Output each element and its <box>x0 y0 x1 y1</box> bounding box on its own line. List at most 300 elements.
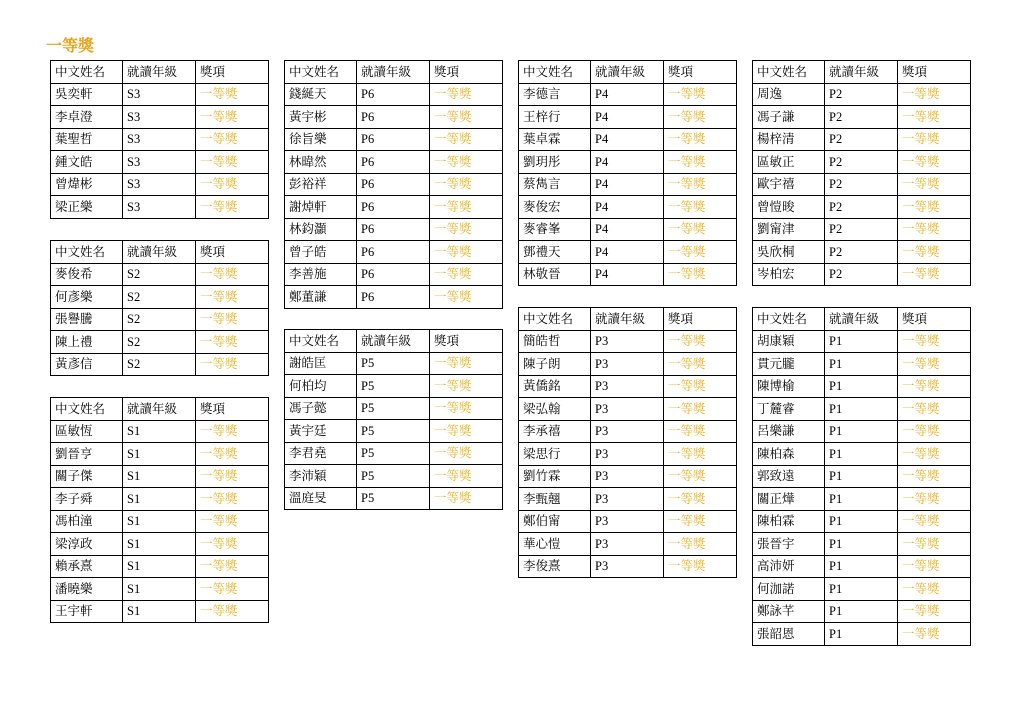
award: 一等獎 <box>664 398 737 421</box>
student-name: 劉玥彤 <box>519 151 591 174</box>
award: 一等獎 <box>664 375 737 398</box>
table-row <box>519 218 737 241</box>
student-name: 徐旨樂 <box>285 128 357 151</box>
award: 一等獎 <box>430 128 503 151</box>
student-name: 李俊熹 <box>519 555 591 578</box>
student-name: 李卓澄 <box>51 106 123 129</box>
grade: P1 <box>825 330 898 353</box>
award: 一等獎 <box>430 375 503 398</box>
grade: P3 <box>591 533 664 556</box>
grade-header: 就讀年級 <box>357 330 430 353</box>
award: 一等獎 <box>664 83 737 106</box>
name-header: 中文姓名 <box>519 308 591 331</box>
grade: P1 <box>825 488 898 511</box>
table-row <box>753 106 971 129</box>
grade: P4 <box>591 241 664 264</box>
student-name: 彭裕祥 <box>285 173 357 196</box>
award: 一等獎 <box>430 151 503 174</box>
student-name: 黃宇彬 <box>285 106 357 129</box>
grade: P4 <box>591 263 664 286</box>
award: 一等獎 <box>430 196 503 219</box>
grade: P2 <box>825 196 898 219</box>
student-name: 曾愷晙 <box>753 196 825 219</box>
student-name: 劉竹霖 <box>519 465 591 488</box>
grade: S1 <box>123 443 196 466</box>
grade: P1 <box>825 623 898 646</box>
award: 一等獎 <box>898 263 971 286</box>
grade-header: 就讀年級 <box>825 308 898 331</box>
student-name: 黃彥信 <box>51 353 123 376</box>
table-row <box>285 465 503 488</box>
student-name: 劉甯津 <box>753 218 825 241</box>
student-name: 王宇軒 <box>51 600 123 623</box>
table-row <box>753 623 971 646</box>
award: 一等獎 <box>196 128 269 151</box>
award-header: 獎項 <box>898 61 971 84</box>
award: 一等獎 <box>196 443 269 466</box>
table-row <box>51 173 269 196</box>
award: 一等獎 <box>898 128 971 151</box>
table-row <box>51 600 269 623</box>
grade: P1 <box>825 533 898 556</box>
student-name: 鄭詠芊 <box>753 600 825 623</box>
table-row <box>519 353 737 376</box>
grade: P4 <box>591 128 664 151</box>
award: 一等獎 <box>196 106 269 129</box>
student-name: 高沛妍 <box>753 555 825 578</box>
student-name: 貫元朧 <box>753 353 825 376</box>
student-name: 鍾文皓 <box>51 151 123 174</box>
student-name: 陳子朗 <box>519 353 591 376</box>
award: 一等獎 <box>430 218 503 241</box>
table-row <box>519 398 737 421</box>
student-name: 華心愷 <box>519 533 591 556</box>
grade: P6 <box>357 83 430 106</box>
award-table-p1 <box>752 307 971 646</box>
grade: P1 <box>825 443 898 466</box>
table-header-row <box>753 61 971 84</box>
award: 一等獎 <box>664 420 737 443</box>
table-row <box>51 128 269 151</box>
table-row <box>519 488 737 511</box>
grade: P3 <box>591 420 664 443</box>
award-table-s3 <box>50 60 269 219</box>
grade: P4 <box>591 173 664 196</box>
grade: P2 <box>825 173 898 196</box>
table-header-row <box>285 61 503 84</box>
table-row <box>51 106 269 129</box>
table-row <box>753 330 971 353</box>
table-row <box>753 241 971 264</box>
grade-header: 就讀年級 <box>357 61 430 84</box>
student-name: 李德言 <box>519 83 591 106</box>
award-table-p5 <box>284 329 503 510</box>
award: 一等獎 <box>898 151 971 174</box>
student-name: 馮子懿 <box>285 397 357 420</box>
grade: S1 <box>123 533 196 556</box>
student-name: 李承禧 <box>519 420 591 443</box>
student-name: 關子傑 <box>51 465 123 488</box>
award: 一等獎 <box>664 196 737 219</box>
grade: P5 <box>357 420 430 443</box>
table-header-row <box>51 241 269 264</box>
grade: P6 <box>357 106 430 129</box>
student-name: 麥睿峯 <box>519 218 591 241</box>
grade: P2 <box>825 263 898 286</box>
table-row <box>753 600 971 623</box>
student-name: 葉卓霖 <box>519 128 591 151</box>
award: 一等獎 <box>430 487 503 510</box>
student-name: 李甄翹 <box>519 488 591 511</box>
grade: S3 <box>123 106 196 129</box>
table-row <box>285 487 503 510</box>
grade: P2 <box>825 241 898 264</box>
award: 一等獎 <box>664 218 737 241</box>
award: 一等獎 <box>664 151 737 174</box>
student-name: 區敏正 <box>753 151 825 174</box>
student-name: 梁淳政 <box>51 533 123 556</box>
award: 一等獎 <box>664 555 737 578</box>
grade: P2 <box>825 106 898 129</box>
table-row <box>753 196 971 219</box>
table-row <box>519 533 737 556</box>
student-name: 鄭董謙 <box>285 286 357 309</box>
table-row <box>753 488 971 511</box>
award: 一等獎 <box>664 488 737 511</box>
grade: S1 <box>123 420 196 443</box>
table-row <box>51 420 269 443</box>
table-row <box>519 151 737 174</box>
student-name: 何泇諾 <box>753 578 825 601</box>
student-name: 錢綖天 <box>285 83 357 106</box>
award: 一等獎 <box>664 263 737 286</box>
grade-header: 就讀年級 <box>123 241 196 264</box>
grade: P6 <box>357 196 430 219</box>
student-name: 區敏恆 <box>51 420 123 443</box>
grade: P3 <box>591 375 664 398</box>
grade: S1 <box>123 600 196 623</box>
award-header: 獎項 <box>664 61 737 84</box>
award: 一等獎 <box>196 173 269 196</box>
grade: S3 <box>123 196 196 219</box>
student-name: 賴承熹 <box>51 555 123 578</box>
award: 一等獎 <box>430 106 503 129</box>
table-row <box>51 83 269 106</box>
award: 一等獎 <box>898 600 971 623</box>
student-name: 鄭伯甯 <box>519 510 591 533</box>
award: 一等獎 <box>664 510 737 533</box>
award-header: 獎項 <box>898 308 971 331</box>
student-name: 李君堯 <box>285 442 357 465</box>
grade: P6 <box>357 241 430 264</box>
student-name: 楊梓清 <box>753 128 825 151</box>
table-row <box>753 218 971 241</box>
grade: P2 <box>825 83 898 106</box>
grade: P5 <box>357 352 430 375</box>
table-row <box>753 420 971 443</box>
award: 一等獎 <box>898 330 971 353</box>
award-header: 獎項 <box>196 241 269 264</box>
table-row <box>753 443 971 466</box>
table-row <box>753 375 971 398</box>
table-header-row <box>753 308 971 331</box>
award: 一等獎 <box>430 442 503 465</box>
student-name: 馮子謙 <box>753 106 825 129</box>
grade: S3 <box>123 83 196 106</box>
table-row <box>285 218 503 241</box>
table-row <box>51 263 269 286</box>
award-table-p3 <box>518 307 737 578</box>
award: 一等獎 <box>430 241 503 264</box>
table-row <box>285 420 503 443</box>
table-row <box>519 173 737 196</box>
award: 一等獎 <box>664 173 737 196</box>
grade: P3 <box>591 398 664 421</box>
award: 一等獎 <box>196 465 269 488</box>
student-name: 張譽騰 <box>51 308 123 331</box>
table-row <box>285 286 503 309</box>
student-name: 黃宇廷 <box>285 420 357 443</box>
award: 一等獎 <box>196 263 269 286</box>
table-header-row <box>519 61 737 84</box>
student-name: 黃僑銘 <box>519 375 591 398</box>
award-header: 獎項 <box>430 330 503 353</box>
grade: S2 <box>123 331 196 354</box>
award: 一等獎 <box>196 420 269 443</box>
award: 一等獎 <box>664 241 737 264</box>
award: 一等獎 <box>430 352 503 375</box>
table-row <box>519 555 737 578</box>
student-name: 蔡雋言 <box>519 173 591 196</box>
table-row <box>51 510 269 533</box>
table-row <box>285 241 503 264</box>
table-row <box>285 151 503 174</box>
grade: P3 <box>591 443 664 466</box>
table-row <box>285 83 503 106</box>
award: 一等獎 <box>898 510 971 533</box>
award: 一等獎 <box>664 106 737 129</box>
student-name: 劉晉亨 <box>51 443 123 466</box>
grade: P6 <box>357 286 430 309</box>
award: 一等獎 <box>196 353 269 376</box>
grade: S1 <box>123 510 196 533</box>
award: 一等獎 <box>898 353 971 376</box>
name-header: 中文姓名 <box>753 308 825 331</box>
award: 一等獎 <box>196 286 269 309</box>
award: 一等獎 <box>196 555 269 578</box>
table-row <box>519 263 737 286</box>
award: 一等獎 <box>430 420 503 443</box>
table-row <box>285 352 503 375</box>
table-row <box>753 263 971 286</box>
student-name: 張韶恩 <box>753 623 825 646</box>
table-row <box>753 83 971 106</box>
student-name: 曾煒彬 <box>51 173 123 196</box>
table-row <box>519 330 737 353</box>
table-row <box>519 128 737 151</box>
table-row <box>51 286 269 309</box>
student-name: 陳柏霖 <box>753 510 825 533</box>
grade: P3 <box>591 555 664 578</box>
table-row <box>519 196 737 219</box>
award: 一等獎 <box>430 286 503 309</box>
award: 一等獎 <box>430 263 503 286</box>
grade: P1 <box>825 398 898 421</box>
table-row <box>285 442 503 465</box>
award: 一等獎 <box>196 533 269 556</box>
grade: P6 <box>357 218 430 241</box>
table-row <box>753 578 971 601</box>
award: 一等獎 <box>664 465 737 488</box>
grade: P5 <box>357 465 430 488</box>
award: 一等獎 <box>898 465 971 488</box>
grade: P6 <box>357 173 430 196</box>
name-header: 中文姓名 <box>519 61 591 84</box>
student-name: 李沛穎 <box>285 465 357 488</box>
award: 一等獎 <box>898 106 971 129</box>
table-header-row <box>285 330 503 353</box>
table-row <box>285 106 503 129</box>
award: 一等獎 <box>196 151 269 174</box>
grade: P4 <box>591 151 664 174</box>
table-row <box>519 241 737 264</box>
student-name: 葉聖哲 <box>51 128 123 151</box>
grade: P6 <box>357 151 430 174</box>
award-header: 獎項 <box>430 61 503 84</box>
name-header: 中文姓名 <box>51 241 123 264</box>
table-row <box>519 375 737 398</box>
grade: P4 <box>591 218 664 241</box>
student-name: 吳奕軒 <box>51 83 123 106</box>
grade: S1 <box>123 465 196 488</box>
table-row <box>285 173 503 196</box>
student-name: 麥俊宏 <box>519 196 591 219</box>
award: 一等獎 <box>898 488 971 511</box>
award: 一等獎 <box>430 83 503 106</box>
table-row <box>51 331 269 354</box>
table-row <box>753 510 971 533</box>
grade: S1 <box>123 555 196 578</box>
award: 一等獎 <box>898 578 971 601</box>
table-row <box>51 533 269 556</box>
grade: P3 <box>591 488 664 511</box>
student-name: 潘曉樂 <box>51 578 123 601</box>
name-header: 中文姓名 <box>285 61 357 84</box>
award: 一等獎 <box>898 623 971 646</box>
student-name: 王梓行 <box>519 106 591 129</box>
student-name: 陳柏森 <box>753 443 825 466</box>
award: 一等獎 <box>430 465 503 488</box>
table-header-row <box>51 61 269 84</box>
grade: P1 <box>825 555 898 578</box>
table-row <box>753 128 971 151</box>
grade: P4 <box>591 196 664 219</box>
table-row <box>519 83 737 106</box>
award: 一等獎 <box>898 218 971 241</box>
table-row <box>753 398 971 421</box>
student-name: 林敬晉 <box>519 263 591 286</box>
student-name: 溫庭旻 <box>285 487 357 510</box>
grade: P1 <box>825 510 898 533</box>
grade: P5 <box>357 375 430 398</box>
table-row <box>519 510 737 533</box>
award: 一等獎 <box>196 83 269 106</box>
table-header-row <box>51 398 269 421</box>
table-row <box>285 375 503 398</box>
student-name: 梁思行 <box>519 443 591 466</box>
grade: P4 <box>591 106 664 129</box>
table-row <box>51 465 269 488</box>
grade: P1 <box>825 353 898 376</box>
award-table-p2 <box>752 60 971 286</box>
grade: P2 <box>825 128 898 151</box>
award-header: 獎項 <box>196 61 269 84</box>
table-row <box>285 196 503 219</box>
table-row <box>51 578 269 601</box>
table-row <box>51 151 269 174</box>
student-name: 簡皓哲 <box>519 330 591 353</box>
award: 一等獎 <box>898 533 971 556</box>
award: 一等獎 <box>664 128 737 151</box>
table-row <box>753 353 971 376</box>
name-header: 中文姓名 <box>51 398 123 421</box>
grade: S2 <box>123 308 196 331</box>
grade: P5 <box>357 397 430 420</box>
table-row <box>753 533 971 556</box>
student-name: 林暐然 <box>285 151 357 174</box>
table-row <box>753 173 971 196</box>
grade: P2 <box>825 218 898 241</box>
grade: P1 <box>825 375 898 398</box>
award: 一等獎 <box>898 241 971 264</box>
award: 一等獎 <box>196 308 269 331</box>
grade-header: 就讀年級 <box>123 398 196 421</box>
award: 一等獎 <box>430 397 503 420</box>
grade: P5 <box>357 442 430 465</box>
table-row <box>51 488 269 511</box>
table-header-row <box>519 308 737 331</box>
student-name: 郭致遠 <box>753 465 825 488</box>
table-row <box>753 151 971 174</box>
award: 一等獎 <box>898 196 971 219</box>
award: 一等獎 <box>664 533 737 556</box>
award: 一等獎 <box>196 600 269 623</box>
award-table-p4 <box>518 60 737 286</box>
grade: S2 <box>123 353 196 376</box>
student-name: 岑柏宏 <box>753 263 825 286</box>
grade: S1 <box>123 578 196 601</box>
grade: P4 <box>591 83 664 106</box>
award: 一等獎 <box>898 443 971 466</box>
table-row <box>519 443 737 466</box>
student-name: 梁弘翰 <box>519 398 591 421</box>
student-name: 張晉宇 <box>753 533 825 556</box>
student-name: 陳博榆 <box>753 375 825 398</box>
table-row <box>285 263 503 286</box>
student-name: 梁正樂 <box>51 196 123 219</box>
student-name: 丁麓睿 <box>753 398 825 421</box>
award-table-p6 <box>284 60 503 309</box>
award: 一等獎 <box>196 510 269 533</box>
award: 一等獎 <box>196 331 269 354</box>
award-table-s1 <box>50 397 269 623</box>
table-row <box>753 465 971 488</box>
student-name: 關正燁 <box>753 488 825 511</box>
table-row <box>51 308 269 331</box>
award: 一等獎 <box>898 173 971 196</box>
table-row <box>519 106 737 129</box>
student-name: 何彥樂 <box>51 286 123 309</box>
